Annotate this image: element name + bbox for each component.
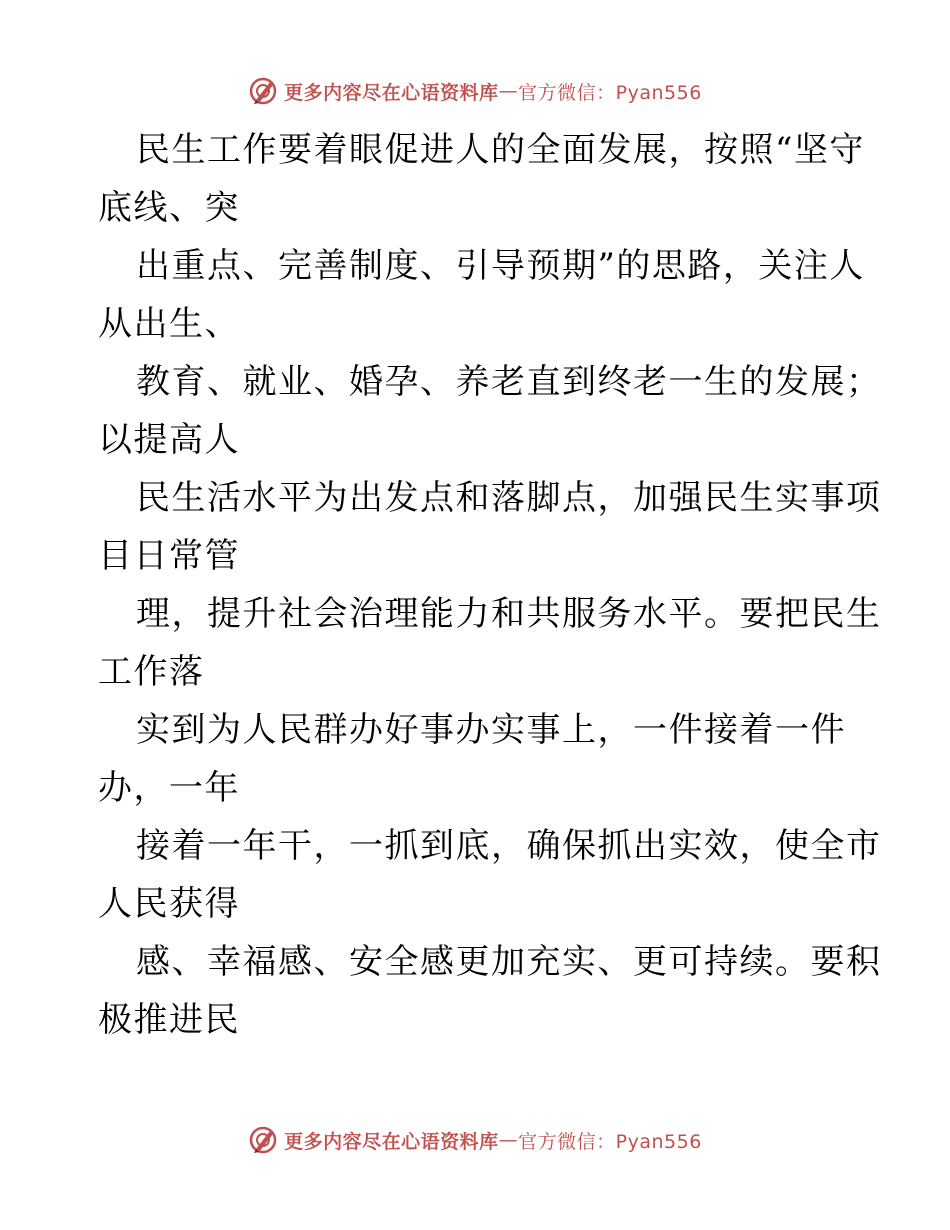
body-line: 实到为人民群办好事办实事上，一件接着一件 (136, 710, 846, 750)
pen-logo-icon (248, 1125, 278, 1155)
body-line: 底线、突 (98, 188, 240, 228)
body-line: 从出生、 (98, 304, 240, 344)
body-line: 教育、就业、婚孕、养老直到终老一生的发展； (136, 362, 882, 402)
body-line: 人民获得 (98, 884, 240, 924)
body-line: 接着一年干，一抓到底，确保抓出实效，使全市 (136, 826, 882, 866)
body-line: 办，一年 (98, 768, 240, 808)
footer-wechat-text: 官方微信：Pyan556 (518, 1130, 702, 1153)
body-line: 出重点、完善制度、引导预期”的思路，关注人 (136, 246, 865, 286)
footer-banner (0, 1120, 950, 1160)
body-line: 民生工作要着眼促进人的全面发展，按照“坚守 (136, 130, 865, 170)
footer-brand-text: 更多内容尽在心语资料库 (284, 1130, 499, 1153)
header-wechat-text: 官方微信：Pyan556 (518, 81, 702, 104)
body-line: 理，提升社会治理能力和共服务水平。要把民生 (136, 594, 882, 634)
body-line: 极推进民 (98, 1000, 240, 1040)
pen-logo-icon (248, 76, 278, 106)
body-line: 感、幸福感、安全感更加充实、更可持续。要积 (136, 942, 882, 982)
header-brand-text: 更多内容尽在心语资料库 (284, 81, 499, 104)
body-line: 以提高人 (98, 420, 240, 460)
body-line: 民生活水平为出发点和落脚点，加强民生实事项 (136, 478, 882, 518)
document-body (98, 121, 882, 1049)
footer-separator: — (498, 1129, 519, 1151)
header-banner (0, 71, 950, 111)
header-separator: — (498, 80, 519, 102)
body-line: 目日常管 (98, 536, 240, 576)
body-line: 工作落 (98, 652, 205, 692)
